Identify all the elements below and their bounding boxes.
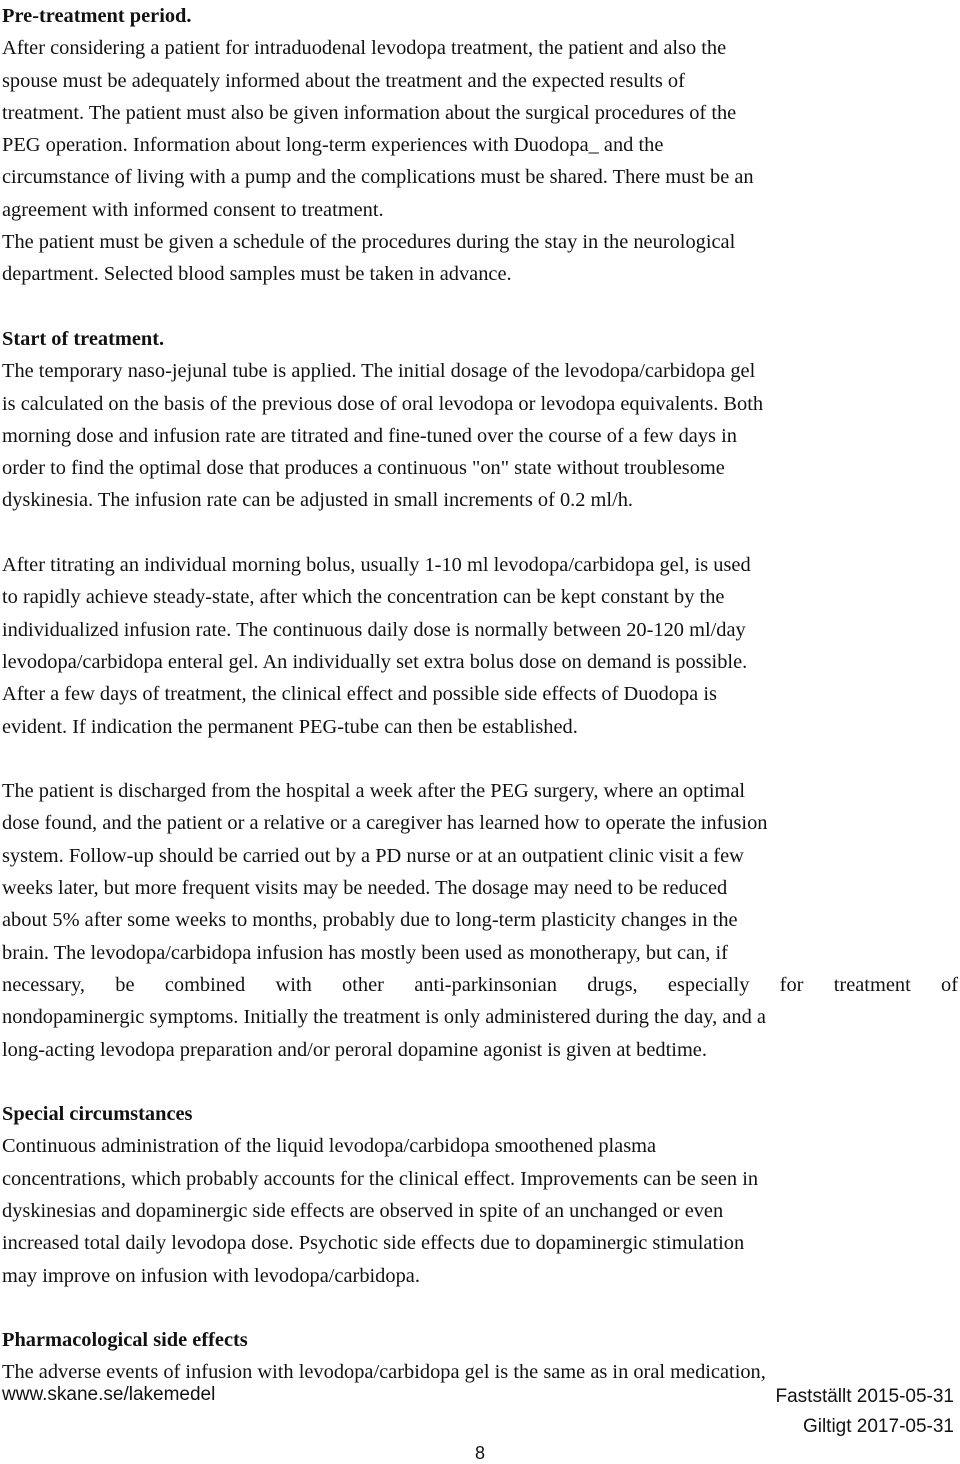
text-line: After titrating an individual morning bolus, usually 1-10 ml levodopa/carbidopa gel, is used — [2, 554, 751, 577]
text-line: spouse must be adequately informed about the treatment and the expected results of — [2, 69, 685, 92]
text-line: The adverse events of infusion with levodopa/carbidopa gel is the same as in oral medication, — [2, 1361, 766, 1384]
paragraph-spacer — [2, 291, 958, 323]
paragraph-morning-bolus — [2, 549, 958, 743]
text-line: order to find the optimal dose that produces a continuous "on" state without troublesome — [2, 457, 725, 480]
text-line: about 5% after some weeks to months, probably due to long-term plasticity changes in the — [2, 909, 738, 932]
text-line: Continuous administration of the liquid levodopa/carbidopa smoothened plasma — [2, 1135, 657, 1158]
text-line: department. Selected blood samples must be taken in advance. — [2, 263, 512, 286]
text-line: dyskinesia. The infusion rate can be adjusted in small increments of 0.2 ml/h. — [2, 489, 634, 512]
text-line: necessary, be combined with other anti-parkinsonian drugs, especially for treatment of — [2, 973, 958, 996]
paragraph-initial-dosage — [2, 355, 958, 516]
text-line: weeks later, but more frequent visits may be needed. The dosage may need to be reduced — [2, 877, 728, 900]
text-line: treatment. The patient must also be given information about the surgical procedures of the — [2, 101, 737, 124]
text-line: agreement with informed consent to treatment. — [2, 198, 384, 221]
paragraph-pretreatment-info — [2, 32, 958, 226]
text-line: evident. If indication the permanent PEG-tube can then be established. — [2, 715, 578, 738]
text-line: dyskinesias and dopaminergic side effects are observed in spite of an unchanged or even — [2, 1199, 724, 1222]
paragraph-pretreatment-schedule — [2, 226, 958, 291]
paragraph-spacer — [2, 1292, 958, 1324]
text-line: After a few days of treatment, the clinical effect and possible side effects of Duodopa is — [2, 683, 717, 706]
text-line: The patient must be given a schedule of the procedures during the stay in the neurological — [2, 231, 736, 254]
heading-start-of-treatment: Start of treatment. — [2, 327, 165, 350]
text-line: individualized infusion rate. The continuous daily dose is normally between 20-120 ml/day — [2, 618, 746, 641]
paragraph-discharge — [2, 775, 958, 1066]
footer-dates — [776, 1382, 955, 1442]
text-line: PEG operation. Information about long-term experiences with Duodopa_ and the — [2, 134, 664, 157]
text-line: nondopaminergic symptoms. Initially the treatment is only administered during the day, and a — [2, 1006, 766, 1029]
text-line: is calculated on the basis of the previous dose of oral levodopa or levodopa equivalents. Both — [2, 392, 764, 415]
footer-url: www.skane.se/lakemedel — [2, 1384, 216, 1405]
paragraph-special-circumstances — [2, 1130, 958, 1291]
text-line: levodopa/carbidopa enteral gel. An individually set extra bolus dose on demand is possible. — [2, 650, 748, 673]
paragraph-spacer — [2, 743, 958, 775]
text-line: The patient is discharged from the hospital a week after the PEG surgery, where an optimal — [2, 780, 746, 803]
text-line: After considering a patient for intraduodenal levodopa treatment, the patient and also the — [2, 37, 727, 60]
text-line: may improve on infusion with levodopa/carbidopa. — [2, 1264, 420, 1287]
text-line: to rapidly achieve steady-state, after which the concentration can be kept constant by the — [2, 586, 725, 609]
text-line: The temporary naso-jejunal tube is applied. The initial dosage of the levodopa/carbidopa gel — [2, 360, 756, 383]
footer-valid-date: Giltigt 2017-05-31 — [802, 1416, 954, 1437]
text-line: increased total daily levodopa dose. Psychotic side effects due to dopaminergic stimulation — [2, 1232, 745, 1255]
text-line: concentrations, which probably accounts for the clinical effect. Improvements can be seen in — [2, 1167, 759, 1190]
paragraph-spacer — [2, 1066, 958, 1098]
text-line: brain. The levodopa/carbidopa infusion has mostly been used as monotherapy, but can, if — [2, 941, 728, 964]
heading-pharmacological-side-effects: Pharmacological side effects — [2, 1329, 248, 1352]
text-line: circumstance of living with a pump and the complications must be shared. There must be an — [2, 166, 754, 189]
document-body — [2, 0, 958, 1389]
heading-pretreatment: Pre-treatment period. — [2, 5, 192, 27]
text-line: morning dose and infusion rate are titrated and fine-tuned over the course of a few days in — [2, 424, 737, 447]
paragraph-spacer — [2, 517, 958, 549]
page-number: 8 — [474, 1443, 485, 1463]
text-line: system. Follow-up should be carried out by a PD nurse or at an outpatient clinic visit a few — [2, 844, 744, 867]
text-line: dose found, and the patient or a relative or a caregiver has learned how to operate the infusion — [2, 812, 768, 835]
footer-established-date: Fastställt 2015-05-31 — [775, 1386, 954, 1407]
text-line: long-acting levodopa preparation and/or peroral dopamine agonist is given at bedtime. — [2, 1038, 707, 1061]
heading-special-circumstances: Special circumstances — [2, 1103, 193, 1126]
